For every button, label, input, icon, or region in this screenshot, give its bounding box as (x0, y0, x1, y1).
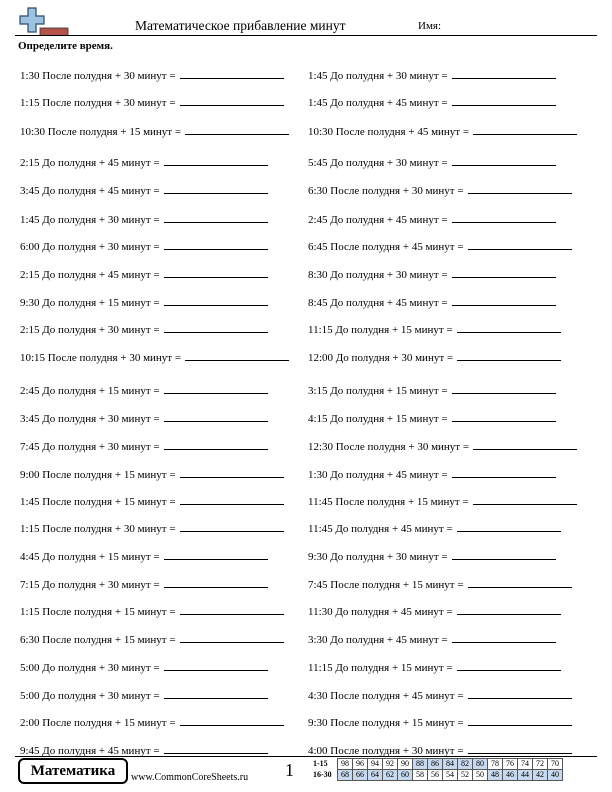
score-cell: 64 (368, 770, 383, 781)
score-cell: 72 (533, 759, 548, 770)
answer-blank[interactable] (164, 660, 268, 671)
problem-39 (20, 604, 284, 619)
problem-text: 8:45 До полудня + 45 минут = (308, 297, 448, 309)
answer-blank[interactable] (164, 155, 268, 166)
score-table (311, 758, 563, 781)
problem-text: 7:15 До полудня + 30 минут = (20, 579, 160, 591)
problem-text: 2:45 До полудня + 45 минут = (308, 214, 448, 226)
problem-9 (20, 183, 268, 198)
answer-blank[interactable] (164, 322, 268, 333)
problem-28 (308, 439, 577, 454)
problem-16 (308, 267, 556, 282)
answer-blank[interactable] (468, 239, 572, 250)
problem-25 (20, 411, 268, 426)
problem-31 (20, 494, 284, 509)
instructions: Определите время. (18, 40, 113, 52)
problem-44 (308, 660, 561, 675)
problem-text: 12:00 До полудня + 30 минут = (308, 352, 454, 364)
problem-text: 11:45 До полудня + 45 минут = (308, 523, 453, 535)
answer-blank[interactable] (452, 155, 556, 166)
score-cell: 50 (473, 770, 488, 781)
problem-47 (20, 715, 284, 730)
problem-8 (308, 155, 556, 170)
answer-blank[interactable] (180, 632, 284, 643)
score-cell: 48 (488, 770, 503, 781)
problem-14 (308, 239, 572, 254)
score-cell: 40 (548, 770, 563, 781)
problem-text: 11:45 После полудня + 15 минут = (308, 496, 469, 508)
score-cell: 96 (353, 759, 368, 770)
problem-text: 2:15 До полудня + 45 минут = (20, 157, 160, 169)
answer-blank[interactable] (468, 577, 572, 588)
score-cell: 76 (503, 759, 518, 770)
answer-blank[interactable] (164, 549, 268, 560)
answer-blank[interactable] (180, 494, 284, 505)
problem-text: 10:15 После полудня + 30 минут = (20, 352, 182, 364)
problem-29 (20, 467, 284, 482)
problem-text: 5:00 До полудня + 30 минут = (20, 690, 160, 702)
problem-36 (308, 549, 556, 564)
problem-text: 10:30 После полудня + 45 минут = (308, 126, 470, 138)
answer-blank[interactable] (185, 124, 289, 135)
answer-blank[interactable] (452, 383, 556, 394)
problem-13 (20, 239, 268, 254)
answer-blank[interactable] (180, 604, 284, 615)
problem-text: 1:15 После полудня + 30 минут = (20, 97, 176, 109)
answer-blank[interactable] (452, 632, 556, 643)
answer-blank[interactable] (164, 439, 268, 450)
problem-6 (308, 124, 577, 139)
problem-45 (20, 688, 268, 703)
problem-2 (308, 68, 556, 83)
problem-text: 9:30 До полудня + 15 минут = (20, 297, 160, 309)
problem-text: 4:45 До полудня + 15 минут = (20, 551, 160, 563)
score-cell: 42 (533, 770, 548, 781)
problem-text: 11:30 До полудня + 45 минут = (308, 606, 453, 618)
problem-46 (308, 688, 572, 703)
score-cell: 66 (353, 770, 368, 781)
name-label: Имя: (418, 20, 442, 32)
answer-blank[interactable] (473, 124, 577, 135)
problem-text: 6:00 До полудня + 30 минут = (20, 241, 160, 253)
problem-4 (308, 95, 556, 110)
score-cell: 94 (368, 759, 383, 770)
score-cell: 84 (443, 759, 458, 770)
score-cell: 88 (413, 759, 428, 770)
answer-blank[interactable] (452, 411, 556, 422)
score-cell: 92 (383, 759, 398, 770)
problem-text: 9:00 После полудня + 15 минут = (20, 469, 176, 481)
answer-blank[interactable] (180, 467, 284, 478)
problem-text: 3:30 До полудня + 45 минут = (308, 634, 448, 646)
score-range: 16-30 (313, 770, 332, 779)
score-cell: 44 (518, 770, 533, 781)
problem-41 (20, 632, 284, 647)
brand-logo: Математика (18, 758, 128, 784)
score-cell: 78 (488, 759, 503, 770)
problem-text: 6:30 После полудня + 30 минут = (308, 185, 464, 197)
problem-text: 5:45 До полудня + 30 минут = (308, 157, 448, 169)
score-cell: 90 (398, 759, 413, 770)
problem-text: 1:30 До полудня + 45 минут = (308, 469, 448, 481)
problem-text: 1:45 До полудня + 30 минут = (20, 214, 160, 226)
problem-22 (308, 350, 561, 365)
footer-divider (15, 756, 597, 757)
problem-text: 6:45 После полудня + 45 минут = (308, 241, 464, 253)
answer-blank[interactable] (180, 521, 284, 532)
answer-blank[interactable] (164, 743, 268, 754)
problem-26 (308, 411, 556, 426)
answer-blank[interactable] (164, 411, 268, 422)
score-cell: 68 (338, 770, 353, 781)
problem-11 (20, 212, 268, 227)
problem-33 (20, 521, 284, 536)
score-cell: 46 (503, 770, 518, 781)
problem-18 (308, 295, 556, 310)
problem-text: 3:45 До полудня + 45 минут = (20, 185, 160, 197)
problem-20 (308, 322, 561, 337)
answer-blank[interactable] (164, 688, 268, 699)
score-cell: 60 (398, 770, 413, 781)
answer-blank[interactable] (452, 295, 556, 306)
problem-text: 2:15 До полудня + 45 минут = (20, 269, 160, 281)
answer-blank[interactable] (468, 183, 572, 194)
problem-text: 9:45 До полудня + 45 минут = (20, 745, 160, 757)
problem-30 (308, 467, 556, 482)
answer-blank[interactable] (180, 68, 284, 79)
answer-blank[interactable] (164, 267, 268, 278)
problem-text: 12:30 После полудня + 30 минут = (308, 441, 470, 453)
score-cell: 56 (428, 770, 443, 781)
problem-15 (20, 267, 268, 282)
problem-24 (308, 383, 556, 398)
problem-32 (308, 494, 577, 509)
answer-blank[interactable] (457, 322, 561, 333)
problem-text: 1:45 До полудня + 45 минут = (308, 97, 448, 109)
problem-text: 3:45 До полудня + 30 минут = (20, 413, 160, 425)
problem-text: 1:45 После полудня + 15 минут = (20, 496, 176, 508)
score-cell: 80 (473, 759, 488, 770)
score-row (311, 770, 563, 781)
problem-text: 1:45 До полудня + 30 минут = (308, 70, 448, 82)
problem-text: 6:30 После полудня + 15 минут = (20, 634, 176, 646)
problem-10 (308, 183, 572, 198)
answer-blank[interactable] (452, 95, 556, 106)
problem-text: 10:30 После полудня + 15 минут = (20, 126, 182, 138)
score-cell: 86 (428, 759, 443, 770)
site-url: www.CommonCoreSheets.ru (131, 772, 249, 783)
score-cell: 58 (413, 770, 428, 781)
answer-blank[interactable] (164, 239, 268, 250)
problem-34 (308, 521, 561, 536)
answer-blank[interactable] (164, 295, 268, 306)
answer-blank[interactable] (164, 577, 268, 588)
footer (15, 758, 597, 786)
score-cell: 70 (548, 759, 563, 770)
answer-blank[interactable] (457, 350, 561, 361)
answer-blank[interactable] (457, 521, 561, 532)
answer-blank[interactable] (452, 467, 556, 478)
score-row (311, 759, 563, 770)
problem-37 (20, 577, 268, 592)
answer-blank[interactable] (180, 715, 284, 726)
problem-17 (20, 295, 268, 310)
problem-text: 1:15 После полудня + 30 минут = (20, 523, 176, 535)
answer-blank[interactable] (457, 604, 561, 615)
page-number: 1 (285, 760, 294, 780)
problem-text: 2:45 До полудня + 15 минут = (20, 385, 160, 397)
problem-40 (308, 604, 561, 619)
problem-23 (20, 383, 268, 398)
score-cell: 82 (458, 759, 473, 770)
page-title: Математическое прибавление минут (135, 18, 346, 33)
answer-blank[interactable] (452, 267, 556, 278)
problem-21 (20, 350, 289, 365)
problem-42 (308, 632, 556, 647)
problem-text: 4:15 До полудня + 15 минут = (308, 413, 448, 425)
problem-text: 3:15 До полудня + 15 минут = (308, 385, 448, 397)
answer-blank[interactable] (180, 95, 284, 106)
problem-text: 1:30 После полудня + 30 минут = (20, 70, 176, 82)
problem-38 (308, 577, 572, 592)
problem-text: 1:15 После полудня + 15 минут = (20, 606, 176, 618)
answer-blank[interactable] (468, 688, 572, 699)
answer-blank[interactable] (468, 715, 572, 726)
problem-1 (20, 68, 284, 83)
problem-12 (308, 212, 556, 227)
problem-3 (20, 95, 284, 110)
problem-35 (20, 549, 268, 564)
problem-text: 9:30 До полудня + 30 минут = (308, 551, 448, 563)
problem-text: 2:15 До полудня + 30 минут = (20, 324, 160, 336)
score-range: 1-15 (313, 759, 328, 768)
problem-7 (20, 155, 268, 170)
problem-48 (308, 715, 572, 730)
answer-blank[interactable] (452, 549, 556, 560)
answer-blank[interactable] (468, 743, 572, 754)
problem-27 (20, 439, 268, 454)
problem-text: 9:30 После полудня + 15 минут = (308, 717, 464, 729)
problem-text: 7:45 До полудня + 30 минут = (20, 441, 160, 453)
answer-blank[interactable] (164, 212, 268, 223)
answer-blank[interactable] (473, 494, 577, 505)
problem-text: 7:45 После полудня + 15 минут = (308, 579, 464, 591)
problem-text: 8:30 До полудня + 30 минут = (308, 269, 448, 281)
problem-19 (20, 322, 268, 337)
problem-text: 4:30 После полудня + 45 минут = (308, 690, 464, 702)
answer-blank[interactable] (452, 68, 556, 79)
answer-blank[interactable] (164, 183, 268, 194)
answer-blank[interactable] (452, 212, 556, 223)
problem-text: 11:15 До полудня + 15 минут = (308, 324, 453, 336)
problem-text: 4:00 После полудня + 30 минут = (308, 745, 464, 757)
problem-text: 5:00 До полудня + 30 минут = (20, 662, 160, 674)
answer-blank[interactable] (457, 660, 561, 671)
problem-43 (20, 660, 268, 675)
problem-5 (20, 124, 289, 139)
score-cell: 52 (458, 770, 473, 781)
score-cell: 62 (383, 770, 398, 781)
problem-text: 11:15 До полудня + 15 минут = (308, 662, 453, 674)
score-cell: 54 (443, 770, 458, 781)
score-cell: 98 (338, 759, 353, 770)
answer-blank[interactable] (185, 350, 289, 361)
score-cell: 74 (518, 759, 533, 770)
problem-text: 2:00 После полудня + 15 минут = (20, 717, 176, 729)
answer-blank[interactable] (473, 439, 577, 450)
answer-blank[interactable] (164, 383, 268, 394)
